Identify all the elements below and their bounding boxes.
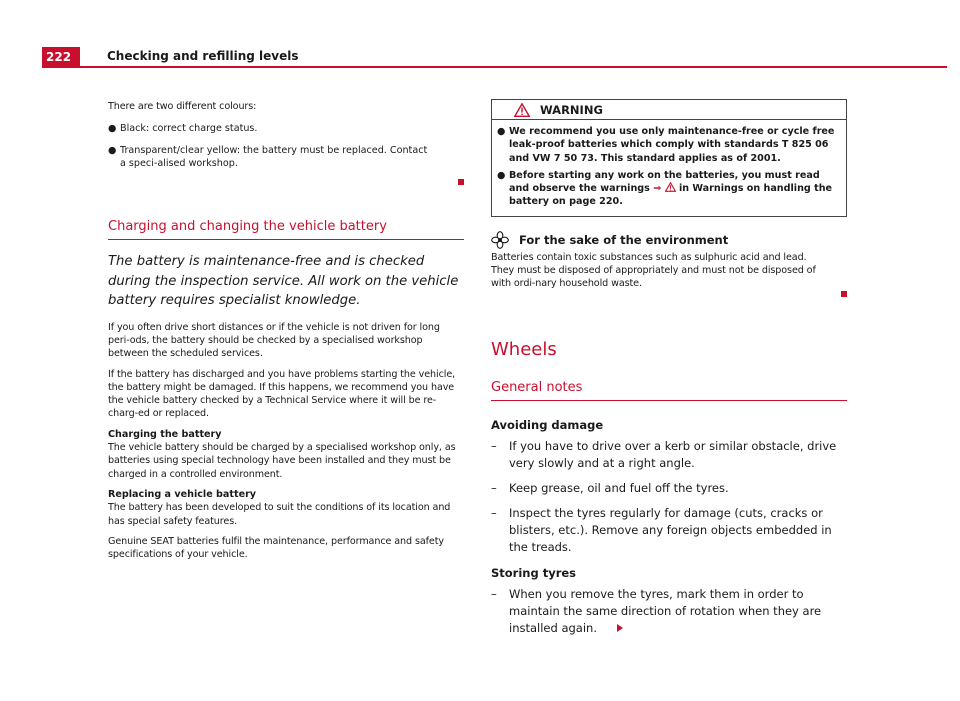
colours-intro: There are two different colours:: [108, 101, 257, 112]
dash-marker: –: [491, 480, 497, 495]
end-mark-icon: [458, 179, 464, 185]
replacing-text: The battery has been developed to suit the conditions of its location and has special safety features.: [108, 502, 451, 527]
left-column: [108, 100, 464, 568]
warning-box: [491, 99, 847, 217]
page-header: [42, 47, 947, 68]
warning-bullet-2-pre: Before starting any work on the batteries, you must read and observe the warnings: [509, 169, 820, 195]
list-item: [491, 586, 847, 637]
list-item-text: Keep grease, oil and fuel off the tyres.: [509, 480, 729, 495]
list-item: [491, 438, 847, 472]
section-end-mark: [108, 170, 464, 189]
continue-arrow-icon: [617, 624, 623, 632]
battery-lead-text: The battery is maintenance-free and is checked during the inspection service. All work on the vehicle battery requires specialist knowledge.: [108, 254, 459, 309]
battery-para-1: If you often drive short distances or if the vehicle is not driven for long peri-ods, the battery should be checked by a specialised workshop between the scheduled services.: [108, 321, 440, 360]
genuine-text: Genuine SEAT batteries fulfil the maintenance, performance and safety specifications of your vehicle.: [108, 535, 444, 561]
warning-bullet-2: [497, 169, 841, 209]
charging-heading: Charging the battery: [108, 428, 222, 440]
environment-title: For the sake of the environment: [519, 232, 729, 247]
end-mark-icon: [841, 291, 847, 297]
warning-triangle-icon: [665, 182, 676, 192]
list-item-text: If you have to drive over a kerb or similar obstacle, drive very slowly and at a right angle.: [509, 438, 837, 470]
reference-arrow-icon: ⇒: [653, 183, 662, 195]
chapter-title-wheels: Wheels: [491, 338, 557, 360]
dash-marker: –: [491, 505, 497, 520]
warning-bullet-1: [497, 125, 841, 165]
warning-title: WARNING: [540, 102, 603, 117]
warning-body: [492, 120, 846, 216]
section-title-general-notes: General notes: [491, 380, 847, 401]
battery-para-2: If the battery has discharged and you have problems starting the vehicle, the battery might be damaged. If this happens, we recommend you have the vehicle battery checked by a Technical Service where it will be re-charg-ed or replaced.: [108, 368, 456, 420]
right-column: [491, 99, 847, 645]
warning-bullet-text: [509, 169, 841, 209]
cross-reference-link[interactable]: [653, 183, 679, 194]
colour-bullet-black: [108, 122, 464, 135]
page-number: 222: [42, 47, 80, 68]
dash-marker: –: [491, 586, 497, 601]
section-title-battery: Charging and changing the vehicle battery: [108, 219, 464, 240]
dash-marker: –: [491, 438, 497, 453]
bullet-dot: ●: [497, 126, 506, 137]
list-item-text-content: When you remove the tyres, mark them in order to maintain the same direction of rotation when they are installed again.: [509, 586, 822, 635]
bullet-dot: ●: [108, 123, 117, 135]
colour-bullet-text: Black: correct charge status.: [120, 123, 258, 135]
charging-text: The vehicle battery should be charged by a specialised workshop only, as batteries using special technology have been installed and they must be charged in a controlled environment.: [108, 442, 456, 480]
list-item-text: [509, 586, 847, 637]
environment-text: Batteries contain toxic substances such as sulphuric acid and lead. They must be disposed of appropriately and must not be disposed of with ordi-nary household waste.: [491, 251, 816, 290]
warning-title-bar: [492, 100, 846, 120]
warning-bullet-text: We recommend you use only maintenance-free or cycle free leak-proof batteries which comply with standards T 825 06 and VW 7 50 73. This standard applies as of 2001.: [509, 126, 835, 164]
replacing-heading: Replacing a vehicle battery: [108, 488, 257, 500]
running-title: Checking and refilling levels: [107, 49, 299, 63]
warning-triangle-icon: [514, 103, 530, 117]
list-item-text: Inspect the tyres regularly for damage (cuts, cracks or blisters, etc.). Remove any foreign objects embedded in the treads.: [509, 505, 832, 554]
bullet-dot: ●: [108, 144, 117, 156]
colour-bullet-text: Transparent/clear yellow: the battery must be replaced. Contact a speci-alised workshop.: [120, 144, 428, 169]
list-item: [491, 505, 847, 556]
warning-bullet-2-post: in Warnings on handling the battery on page 220.: [509, 183, 833, 208]
colour-bullet-yellow: [108, 144, 464, 171]
list-item: [491, 480, 847, 497]
environment-heading: [491, 231, 847, 249]
storing-tyres-heading: Storing tyres: [491, 565, 577, 580]
environment-flower-icon: [491, 231, 509, 249]
avoiding-damage-heading: Avoiding damage: [491, 417, 604, 432]
bullet-dot: ●: [497, 169, 506, 181]
